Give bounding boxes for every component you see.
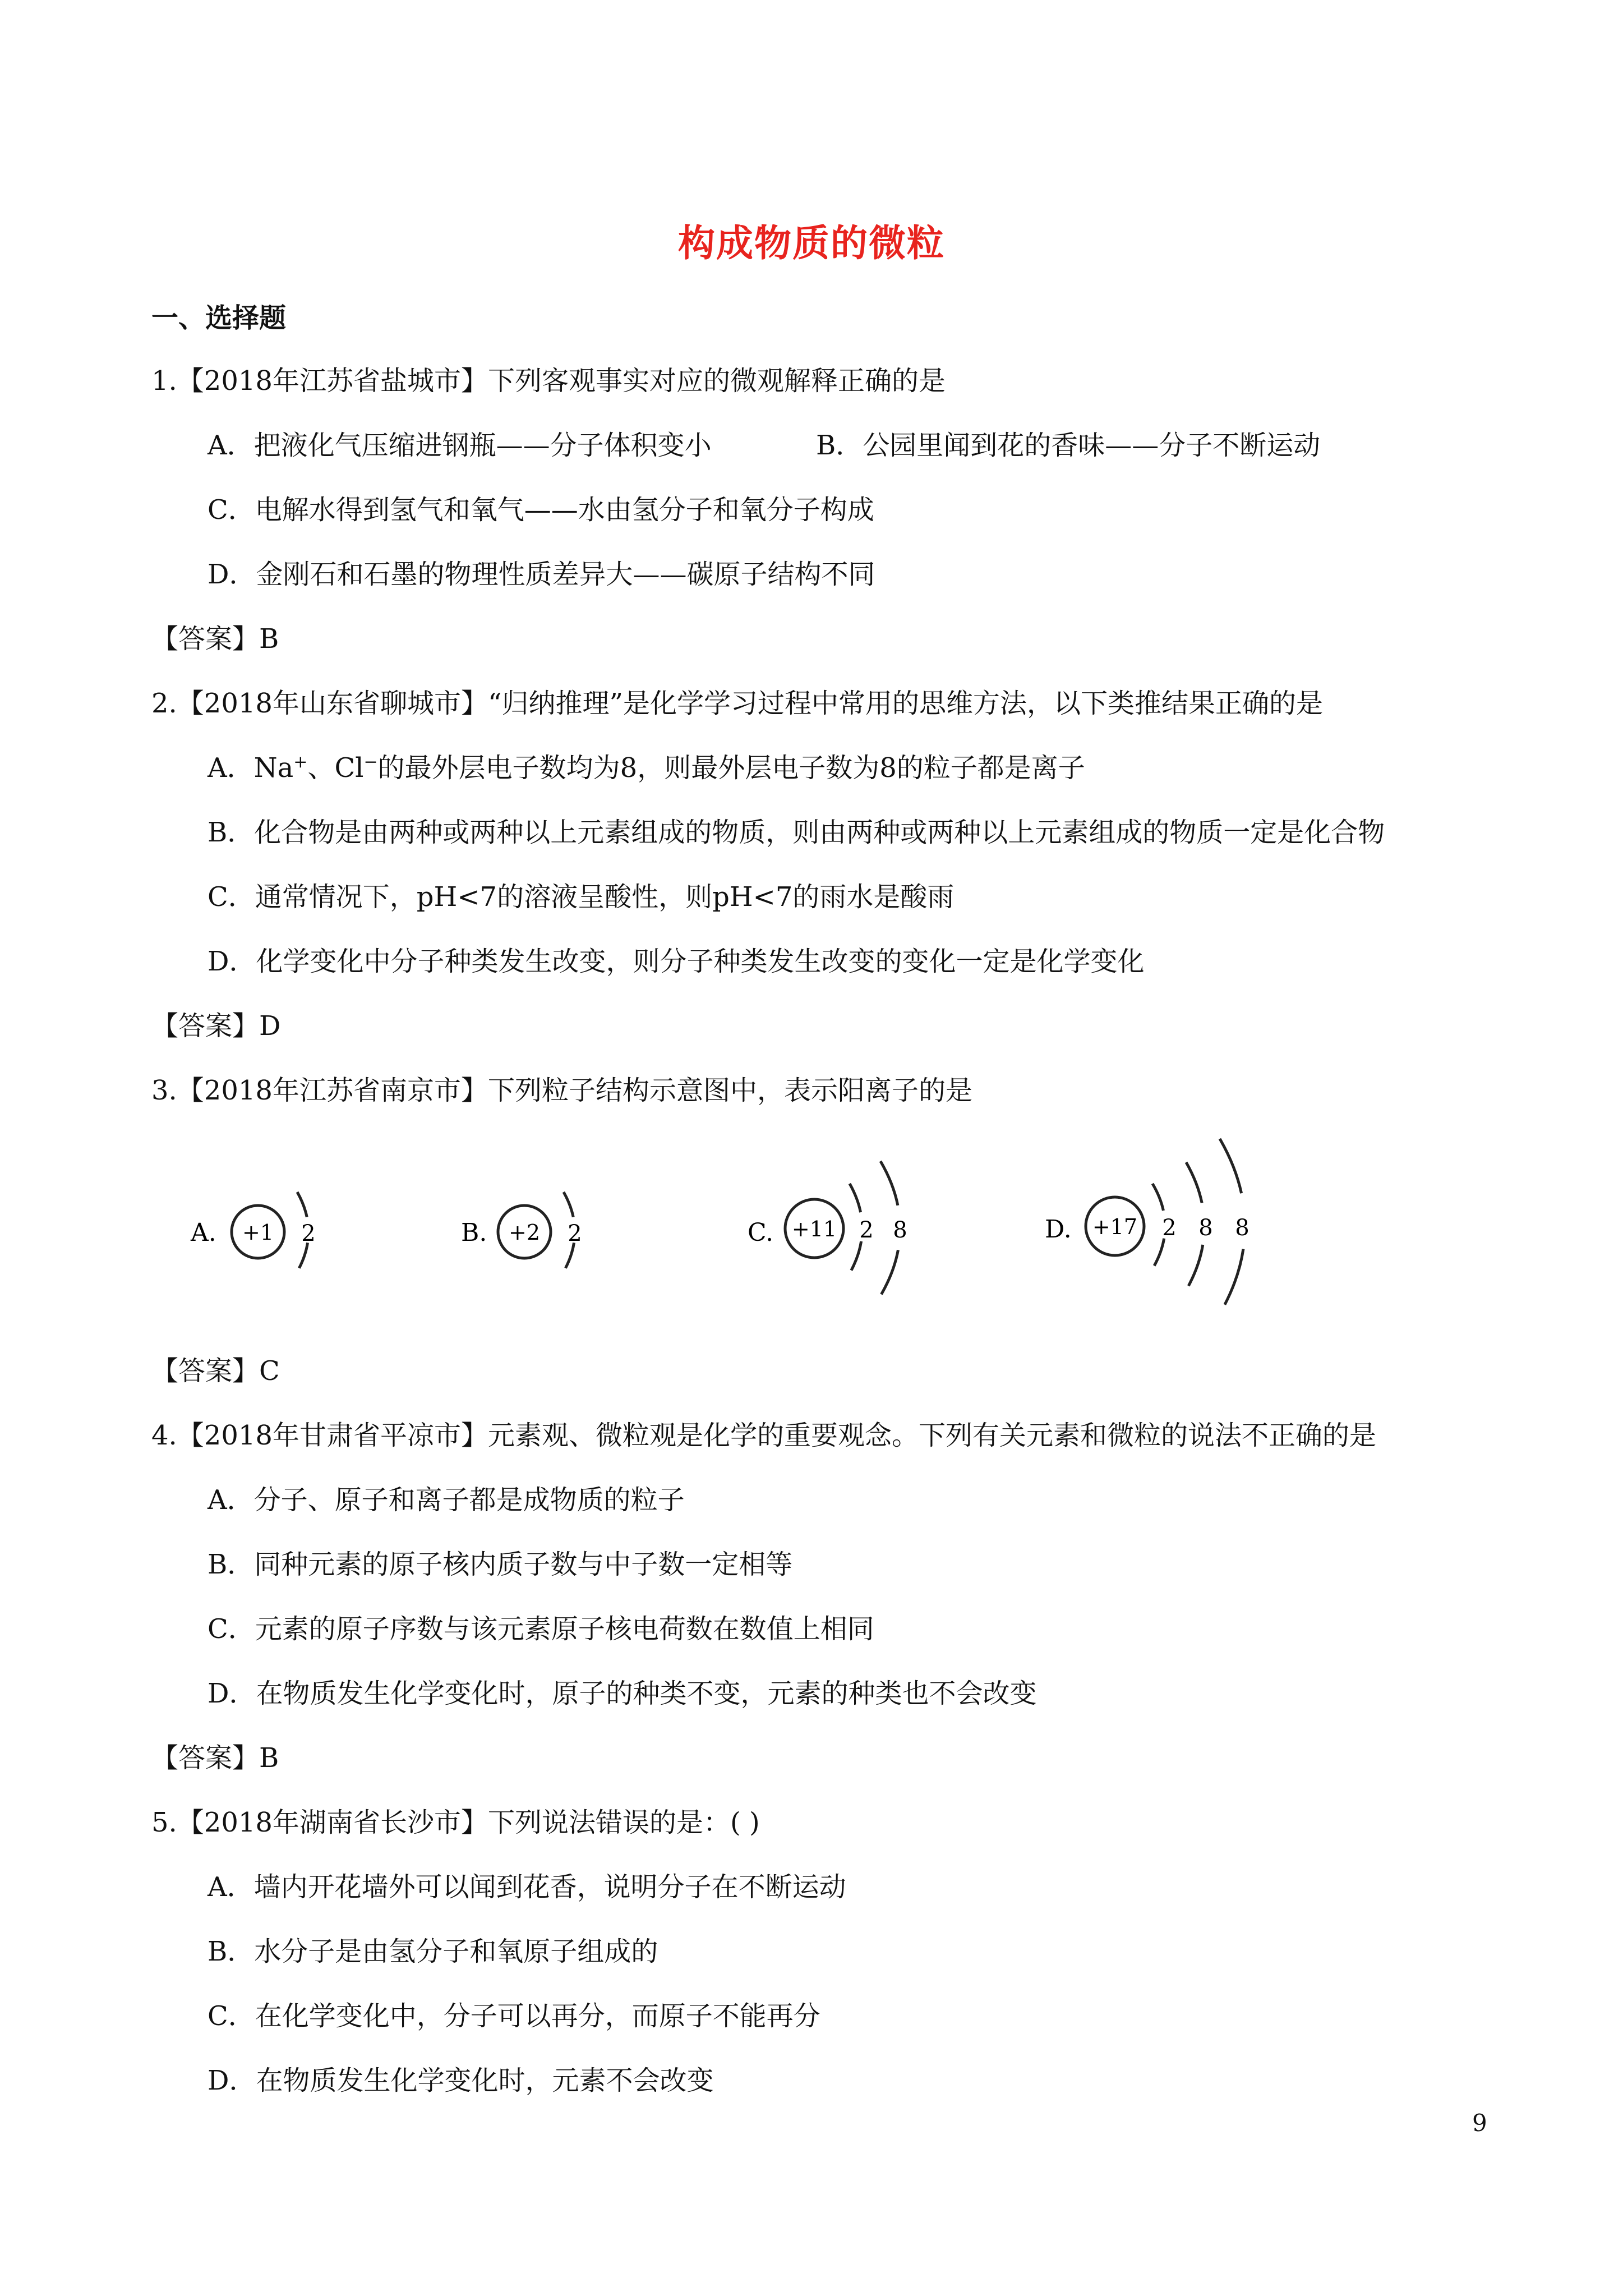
diagram-c-shell-1-count: 2	[859, 1217, 874, 1243]
question-4-option-b: B．同种元素的原子核内质子数与中子数一定相等	[208, 1549, 793, 1580]
question-2-option-c: C．通常情况下，pH<7的溶液呈酸性，则pH<7的雨水是酸雨	[208, 881, 955, 913]
question-1-option-d: D．金刚石和石墨的物理性质差异大——碳原子结构不同	[208, 559, 875, 590]
question-5-option-c: C．在化学变化中，分子可以再分，而原子不能再分	[208, 2000, 820, 2032]
question-4-answer: 【答案】B	[151, 1742, 279, 1774]
option-a-middle: 、Cl	[307, 752, 364, 784]
question-5-option-d: D．在物质发生化学变化时，元素不会改变	[208, 2065, 714, 2096]
diagram-d-nucleus-charge: +17	[1092, 1214, 1138, 1239]
diagram-c	[748, 1161, 907, 1296]
diagram-a	[190, 1192, 316, 1272]
question-1-option-a: A．把液化气压缩进钢瓶——分子体积变小	[208, 430, 712, 461]
option-a-suffix: 的最外层电子数均为8，则最外层电子数为8的粒子都是离子	[377, 752, 1085, 784]
diagram-d-label: D.	[1045, 1215, 1072, 1244]
page-title: 构成物质的微粒	[678, 221, 945, 265]
question-2-option-b: B．化合物是由两种或两种以上元素组成的物质，则由两种或两种以上元素组成的物质一定是化合物	[208, 817, 1385, 848]
na-charge: +	[293, 752, 308, 772]
diagram-c-label: C.	[748, 1218, 774, 1247]
diagram-b-shell-1-count: 2	[568, 1221, 582, 1246]
question-1-option-b: B．公园里闻到花的香味——分子不断运动	[816, 430, 1321, 461]
question-1-stem: 1.【2018年江苏省盐城市】下列客观事实对应的微观解释正确的是	[151, 365, 946, 397]
option-a-prefix: A．Na	[208, 752, 294, 784]
question-1-answer: 【答案】B	[151, 623, 279, 655]
question-4-option-a: A．分子、原子和离子都是成物质的粒子	[208, 1484, 685, 1516]
question-2-answer: 【答案】D	[151, 1010, 281, 1042]
diagram-a-shell-1-count: 2	[301, 1221, 316, 1246]
question-5-stem: 5.【2018年湖南省长沙市】下列说法错误的是：( )	[151, 1807, 760, 1838]
diagram-d-shell-1-count: 2	[1162, 1215, 1177, 1241]
diagram-c-nucleus-charge: +11	[791, 1217, 837, 1241]
cl-charge: −	[363, 752, 378, 772]
question-2-option-a	[208, 746, 1085, 785]
page-number: 9	[1472, 2109, 1487, 2137]
question-4-option-c: C．元素的原子序数与该元素原子核电荷数在数值上相同	[208, 1613, 874, 1645]
question-2-stem: 2.【2018年山东省聊城市】“归纳推理”是化学学习过程中常用的思维方法，以下类推结果正确的是	[151, 688, 1324, 719]
diagram-b-label: B.	[461, 1218, 487, 1247]
question-1-option-c: C．电解水得到氢气和氧气——水由氢分子和氧分子构成	[208, 494, 874, 526]
question-3-answer: 【答案】C	[151, 1355, 280, 1387]
diagram-c-shell-2-count: 8	[893, 1217, 907, 1243]
diagram-a-nucleus-charge: +1	[242, 1220, 274, 1245]
question-4-stem: 4.【2018年甘肃省平凉市】元素观、微粒观是化学的重要观念。下列有关元素和微粒的说法不正确的是	[151, 1420, 1376, 1451]
diagram-d	[1045, 1139, 1249, 1314]
diagram-a-label: A.	[191, 1218, 216, 1247]
diagram-b-nucleus-charge: +2	[508, 1220, 541, 1245]
diagram-d-shell-2-count: 8	[1198, 1215, 1213, 1241]
section-heading: 一、选择题	[151, 302, 287, 334]
question-3-stem: 3.【2018年江苏省南京市】下列粒子结构示意图中，表示阳离子的是	[151, 1075, 972, 1106]
atomic-structure-diagrams	[0, 1122, 1623, 1324]
question-2-option-d: D．化学变化中分子种类发生改变，则分子种类发生改变的变化一定是化学变化	[208, 946, 1145, 977]
diagram-b	[461, 1192, 582, 1272]
diagram-d-shell-3-count: 8	[1235, 1215, 1249, 1241]
question-5-option-a: A．墙内开花墙外可以闻到花香，说明分子在不断运动	[208, 1871, 846, 1903]
question-5-option-b: B．水分子是由氢分子和氧原子组成的	[208, 1936, 658, 1967]
question-4-option-d: D．在物质发生化学变化时，原子的种类不变，元素的种类也不会改变	[208, 1678, 1037, 1709]
